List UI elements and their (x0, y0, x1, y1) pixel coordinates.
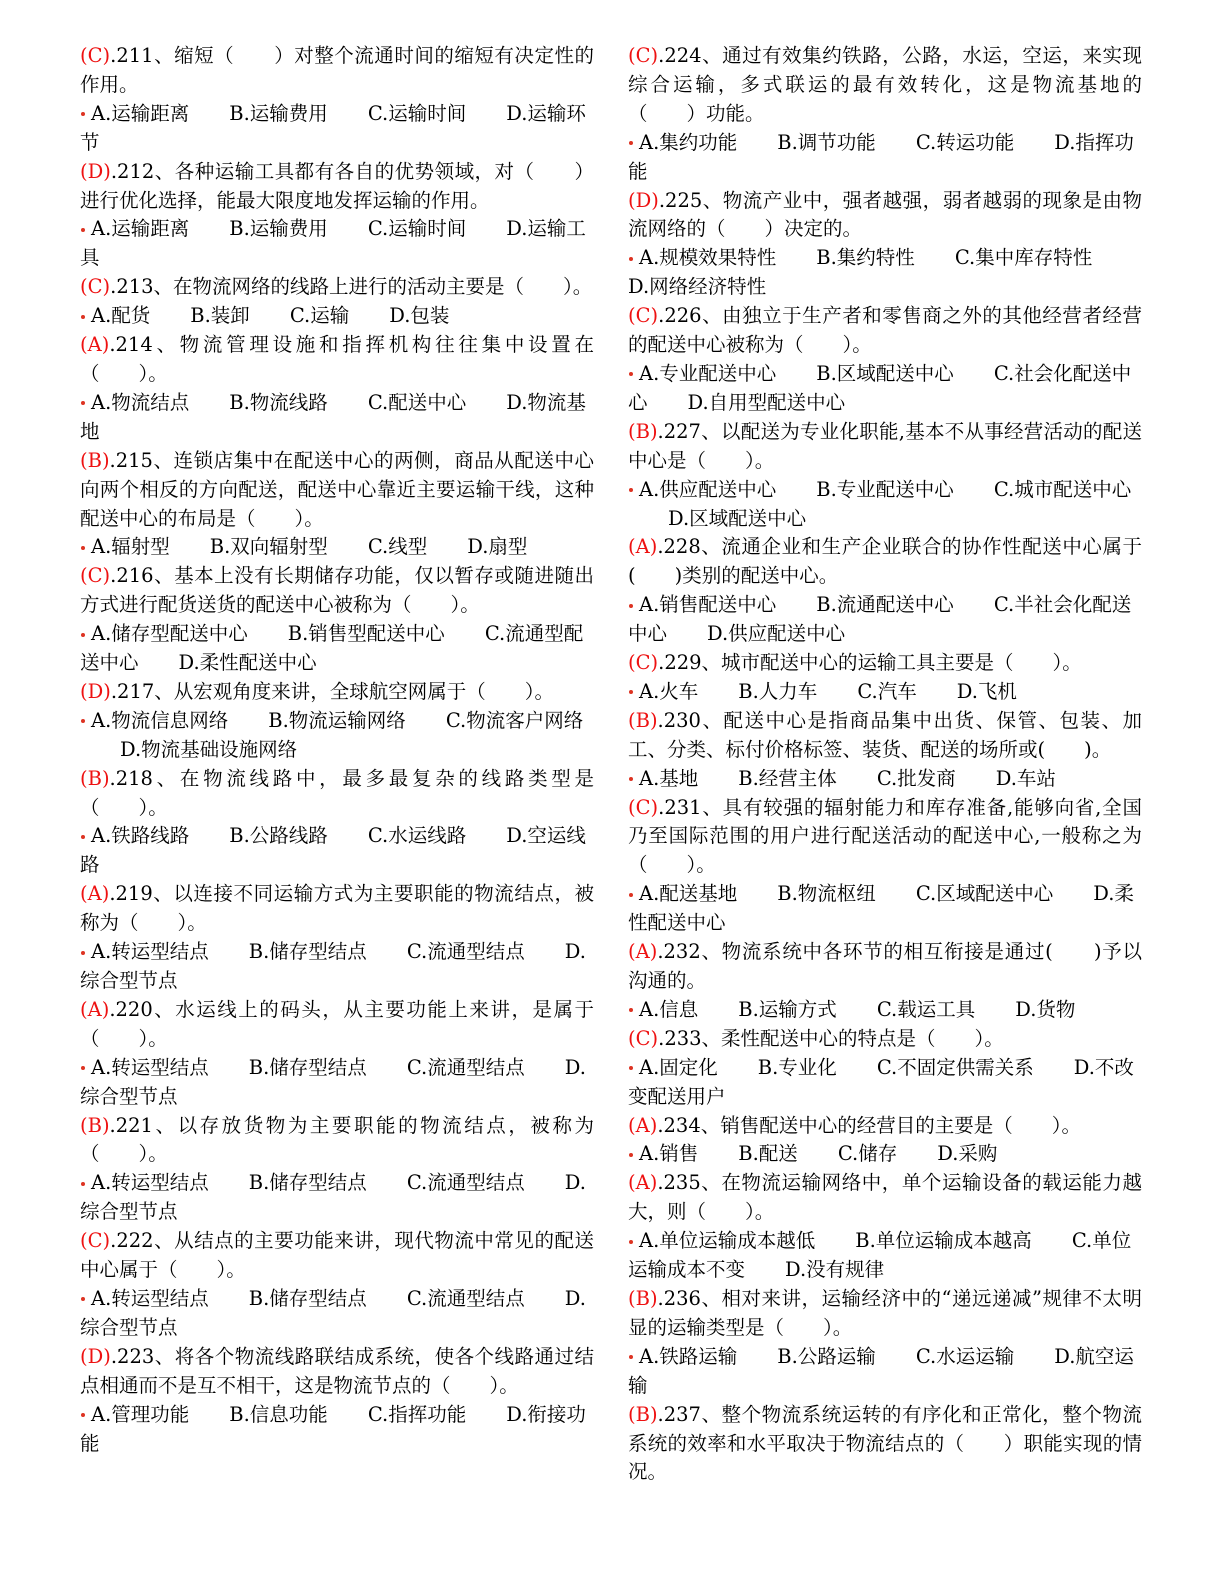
options-line (80, 1401, 594, 1459)
question-stem (80, 1343, 594, 1401)
options-line (80, 938, 594, 996)
option-choice: B.双向辐射型 (209, 535, 328, 559)
options-line (628, 765, 1142, 794)
question-item (628, 649, 1142, 707)
options-line (628, 244, 1142, 302)
options-line (80, 100, 594, 158)
answer-key: (B) (628, 419, 658, 443)
question-item (628, 533, 1142, 649)
bullet-dot-icon (81, 315, 85, 319)
question-text: .235、在物流运输网络中，单个运输设备的载运能力越大，则（ ）。 (628, 1171, 1142, 1224)
option-choice: B.物流运输网络 (268, 708, 406, 732)
option-choice: D.扇型 (467, 535, 528, 559)
question-item (80, 273, 594, 331)
options-line (80, 620, 594, 678)
question-stem (80, 42, 594, 100)
question-text: .232、物流系统中各环节的相互衔接是通过( )予以沟通的。 (628, 940, 1142, 992)
option-choice: B.流通配送中心 (816, 593, 954, 617)
option-choice: D.采购 (937, 1142, 998, 1166)
question-item (80, 562, 594, 678)
answer-key: (A) (628, 1171, 658, 1195)
answer-key: (B) (80, 1113, 110, 1137)
question-text: .233、柔性配送中心的特点是（ ）。 (658, 1026, 1004, 1050)
bullet-dot-icon (81, 1297, 85, 1301)
option-choice: A.销售配送中心 (639, 593, 777, 617)
option-choice: C.半社会化配送中心 (628, 593, 1132, 646)
option-choice: B.信息功能 (229, 1402, 328, 1426)
options-line (628, 1054, 1142, 1112)
question-stem (628, 938, 1142, 996)
right-column (628, 42, 1142, 1487)
option-choice: C.集中库存特性 (954, 246, 1093, 270)
question-text: .237、整个物流系统运转的有序化和正常化，整个物流系统的效率和水平取决于物流结点的（ ）职能实现的情况。 (628, 1402, 1142, 1484)
option-choice: A.转运型结点 (91, 1171, 209, 1195)
option-choice: D.货物 (1015, 997, 1076, 1021)
option-choice: D.综合型节点 (80, 1286, 586, 1339)
options-line (80, 389, 594, 447)
option-choice: A.集约功能 (639, 130, 738, 154)
question-item (80, 765, 594, 881)
option-choice: D.柔性配送中心 (628, 882, 1134, 935)
bullet-dot-icon (81, 228, 85, 232)
question-item (628, 1169, 1142, 1285)
option-choice: D.区域配送中心 (668, 506, 807, 530)
options-line (628, 678, 1142, 707)
option-choice: C.运输 (289, 304, 350, 328)
options-line (80, 1054, 594, 1112)
options-line (80, 1285, 594, 1343)
option-choice: A.物流结点 (91, 390, 190, 414)
option-choice: A.铁路线路 (91, 824, 190, 848)
option-choice: B.专业化 (757, 1055, 837, 1079)
bullet-dot-icon (629, 1153, 633, 1157)
question-text: .227、以配送为专业化职能,基本不从事经营活动的配送中心是（ ）。 (628, 419, 1142, 472)
bullet-dot-icon (629, 1066, 633, 1070)
option-choice: A.供应配送中心 (639, 477, 777, 501)
option-choice: C.社会化配送中心 (628, 361, 1132, 414)
option-choice: B.运输费用 (229, 217, 328, 241)
option-choice: A.转运型结点 (91, 1286, 209, 1310)
answer-key: (A) (80, 997, 110, 1021)
option-choice: D.自用型配送中心 (687, 390, 846, 414)
option-choice: C.流通型配送中心 (80, 622, 584, 675)
question-stem (628, 1401, 1142, 1488)
option-choice: D.指挥功能 (628, 130, 1134, 183)
question-stem (80, 1112, 594, 1170)
option-choice: B.物流线路 (229, 390, 328, 414)
bullet-dot-icon (629, 257, 633, 261)
option-choice: C.储存 (837, 1142, 898, 1166)
question-text: .212、各种运输工具都有各自的优势领域，对（ ）进行优化选择，能最大限度地发挥运输的作用。 (80, 159, 594, 212)
answer-key: (C) (628, 1026, 659, 1050)
question-text: .219、以连接不同运输方式为主要职能的物流结点，被称为（ ）。 (80, 882, 594, 935)
question-text: .211、缩短（ ）对整个流通时间的缩短有决定性的作用。 (80, 44, 594, 96)
bullet-dot-icon (81, 719, 85, 723)
question-text: .217、从宏观角度来讲，全球航空网属于（ ）。 (110, 679, 555, 703)
question-text: .214、物流管理设施和指挥机构往往集中设置在（ ）。 (80, 333, 594, 385)
question-item (628, 794, 1142, 939)
bullet-dot-icon (629, 690, 633, 694)
option-choice: D.供应配送中心 (707, 622, 846, 646)
options-line (80, 302, 594, 331)
option-choice: B.单位运输成本越高 (855, 1229, 1032, 1253)
option-choice: B.运输费用 (229, 101, 328, 125)
options-line (80, 533, 594, 562)
bullet-dot-icon (629, 1008, 633, 1012)
question-text: .228、流通企业和生产企业联合的协作性配送中心属于( )类别的配送中心。 (628, 535, 1142, 588)
bullet-dot-icon (81, 1182, 85, 1186)
question-item (80, 880, 594, 996)
bullet-dot-icon (629, 372, 633, 376)
answer-key: (D) (80, 159, 111, 183)
question-text: .222、从结点的主要功能来讲，现代物流中常见的配送中心属于（ ）。 (80, 1229, 594, 1282)
option-choice: A.火车 (639, 679, 699, 703)
answer-key: (D) (80, 679, 111, 703)
answer-key: (C) (628, 795, 659, 819)
answer-key: (C) (80, 1229, 111, 1253)
option-choice: D.综合型节点 (80, 1055, 586, 1108)
answer-key: (B) (80, 766, 110, 790)
answer-key: (C) (628, 304, 659, 328)
option-choice: B.集约特性 (816, 246, 915, 270)
answer-key: (B) (628, 1286, 658, 1310)
answer-key: (D) (80, 1344, 111, 1368)
option-choice: A.专业配送中心 (639, 361, 777, 385)
question-item (628, 302, 1142, 418)
options-line (628, 476, 1142, 534)
question-item (80, 1112, 594, 1228)
option-choice: D.航空运输 (628, 1344, 1134, 1397)
question-stem (80, 765, 594, 823)
option-choice: A.固定化 (639, 1055, 718, 1079)
question-stem (80, 331, 594, 389)
answer-key: (C) (80, 44, 111, 67)
options-line (628, 591, 1142, 649)
option-choice: C.载运工具 (876, 997, 976, 1021)
question-stem (80, 158, 594, 216)
question-stem (80, 1227, 594, 1285)
option-choice: A.运输距离 (91, 101, 190, 125)
bullet-dot-icon (81, 1066, 85, 1070)
option-choice: A.基地 (639, 766, 699, 790)
question-text: .230、配送中心是指商品集中出货、保管、包装、加工、分类、标付价格标签、装货、配送的场所或( )。 (628, 708, 1142, 761)
option-choice: D.飞机 (956, 679, 1017, 703)
option-choice: C.流通型结点 (406, 940, 525, 964)
answer-key: (B) (80, 448, 110, 472)
question-text: .225、物流产业中，强者越强，弱者越弱的现象是由物流网络的（ ）决定的。 (628, 188, 1142, 241)
option-choice: B.配送 (738, 1142, 798, 1166)
bullet-dot-icon (81, 546, 85, 550)
option-choice: A.物流信息网络 (91, 708, 229, 732)
option-choice: A.配送基地 (639, 882, 738, 906)
options-line (628, 1227, 1142, 1285)
question-item (628, 418, 1142, 534)
bullet-dot-icon (81, 951, 85, 955)
bullet-dot-icon (629, 488, 633, 492)
question-text: .236、相对来讲，运输经济中的“递远递减”规律不太明显的运输类型是（ ）。 (628, 1286, 1142, 1339)
question-item (628, 187, 1142, 303)
options-line (628, 1140, 1142, 1169)
option-choice: C.水运线路 (367, 824, 467, 848)
option-choice: A.单位运输成本越低 (639, 1229, 816, 1253)
question-item (80, 678, 594, 765)
bullet-dot-icon (629, 893, 633, 897)
options-line (628, 129, 1142, 187)
option-choice: C.单位运输成本不变 (628, 1229, 1132, 1282)
answer-key: (C) (80, 564, 111, 588)
option-choice: C.城市配送中心 (993, 477, 1132, 501)
options-line (80, 1169, 594, 1227)
answer-key: (C) (628, 44, 659, 67)
options-line (628, 880, 1142, 938)
option-choice: C.不固定供需关系 (876, 1055, 1034, 1079)
option-choice: A.配货 (91, 304, 151, 328)
question-text: .218、在物流线路中，最多最复杂的线路类型是（ ）。 (80, 766, 594, 819)
bullet-dot-icon (81, 112, 85, 116)
question-item (628, 1285, 1142, 1401)
option-choice: A.销售 (639, 1142, 699, 1166)
question-stem (80, 273, 594, 302)
question-stem (628, 187, 1142, 245)
option-choice: C.物流客户网络 (445, 708, 584, 732)
question-stem (80, 880, 594, 938)
option-choice: A.辐射型 (91, 535, 170, 559)
question-item (628, 1401, 1142, 1488)
answer-key: (A) (628, 535, 658, 559)
option-choice: C.线型 (367, 535, 428, 559)
question-stem (628, 649, 1142, 678)
answer-key: (D) (628, 188, 659, 212)
option-choice: D.车站 (995, 766, 1056, 790)
option-choice: D.柔性配送中心 (178, 651, 317, 675)
answer-key: (B) (628, 1402, 658, 1426)
option-choice: A.管理功能 (91, 1402, 190, 1426)
option-choice: C.流通型结点 (406, 1286, 525, 1310)
option-choice: C.汽车 (857, 679, 917, 703)
option-choice: D.不改变配送用户 (628, 1055, 1134, 1108)
option-choice: A.铁路运输 (639, 1344, 738, 1368)
option-choice: C.流通型结点 (406, 1055, 525, 1079)
option-choice: D.运输环节 (80, 101, 586, 154)
option-choice: A.转运型结点 (91, 940, 209, 964)
option-choice: D.物流基础设施网络 (120, 737, 298, 761)
question-item (80, 42, 594, 158)
question-item (628, 42, 1142, 187)
question-stem (628, 1025, 1142, 1054)
option-choice: C.批发商 (876, 766, 956, 790)
answer-key: (C) (80, 275, 111, 299)
bullet-dot-icon (629, 777, 633, 781)
option-choice: A.运输距离 (91, 217, 190, 241)
question-item (80, 158, 594, 274)
option-choice: B.装卸 (190, 304, 250, 328)
option-choice: A.储存型配送中心 (91, 622, 248, 646)
option-choice: C.转运功能 (915, 130, 1015, 154)
bullet-dot-icon (629, 1240, 633, 1244)
option-choice: C.运输时间 (367, 101, 467, 125)
question-stem (628, 794, 1142, 881)
question-item (80, 1227, 594, 1343)
bullet-dot-icon (629, 1355, 633, 1359)
question-stem (628, 1285, 1142, 1343)
question-text: .224、通过有效集约铁路，公路，水运，空运，来实现综合运输，多式联运的最有效转化，这是物流基地的（ ）功能。 (628, 44, 1142, 125)
option-choice: D.包装 (389, 304, 450, 328)
option-choice: D.综合型节点 (80, 940, 586, 992)
option-choice: B.储存型结点 (248, 940, 367, 964)
question-text: .213、在物流网络的线路上进行的活动主要是（ ）。 (110, 275, 593, 299)
option-choice: C.配送中心 (367, 390, 467, 414)
question-stem (628, 302, 1142, 360)
options-line (80, 822, 594, 880)
question-item (80, 447, 594, 563)
question-stem (80, 678, 594, 707)
option-choice: D.没有规律 (785, 1258, 885, 1282)
question-item (80, 331, 594, 447)
question-text: .231、具有较强的辐射能力和库存准备,能够向省,全国乃至国际范围的用户进行配送活动的配送中心,一般称之为（ ）。 (628, 795, 1142, 877)
question-text: .226、由独立于生产者和零售商之外的其他经营者经营的配送中心被称为（ ）。 (628, 304, 1142, 357)
answer-key: (A) (80, 333, 110, 357)
question-stem (80, 447, 594, 534)
option-choice: D.网络经济特性 (628, 275, 767, 299)
option-choice: C.区域配送中心 (915, 882, 1054, 906)
option-choice: B.区域配送中心 (816, 361, 954, 385)
question-stem (80, 996, 594, 1054)
question-stem (628, 42, 1142, 129)
option-choice: D.综合型节点 (80, 1171, 586, 1224)
question-text: .221、以存放货物为主要职能的物流结点，被称为（ ）。 (80, 1113, 594, 1166)
option-choice: B.销售型配送中心 (287, 622, 445, 646)
option-choice: B.人力车 (738, 679, 818, 703)
option-choice: B.储存型结点 (248, 1055, 367, 1079)
bullet-dot-icon (81, 1413, 85, 1417)
option-choice: D.运输工具 (80, 217, 586, 270)
option-choice: D.衔接功能 (80, 1402, 586, 1455)
question-item (628, 1112, 1142, 1170)
options-line (80, 215, 594, 273)
option-choice: B.经营主体 (738, 766, 837, 790)
option-choice: C.水运运输 (915, 1344, 1015, 1368)
question-text: .234、销售配送中心的经营目的主要是（ ）。 (657, 1113, 1081, 1137)
question-text: .220、水运线上的码头，从主要功能上来讲，是属于（ ）。 (80, 997, 594, 1050)
question-item (628, 1025, 1142, 1112)
answer-key: (C) (628, 651, 659, 675)
options-line (628, 1343, 1142, 1401)
option-choice: D.物流基地 (80, 390, 586, 443)
question-stem (628, 1169, 1142, 1227)
option-choice: C.流通型结点 (406, 1171, 525, 1195)
question-stem (80, 562, 594, 620)
question-item (80, 996, 594, 1112)
question-stem (628, 1112, 1142, 1141)
option-choice: B.调节功能 (777, 130, 876, 154)
question-text: .215、连锁店集中在配送中心的两侧，商品从配送中心向两个相反的方向配送，配送中心靠近主要运输干线，这种配送中心的布局是（ ）。 (80, 448, 594, 530)
option-choice: B.物流枢纽 (777, 882, 876, 906)
option-choice: B.储存型结点 (248, 1286, 367, 1310)
answer-key: (B) (628, 708, 658, 732)
bullet-dot-icon (81, 633, 85, 637)
option-choice: C.运输时间 (367, 217, 467, 241)
answer-key: (A) (628, 940, 658, 964)
options-line (628, 360, 1142, 418)
option-choice: A.转运型结点 (91, 1055, 209, 1079)
answer-key: (A) (80, 882, 110, 906)
options-line (628, 996, 1142, 1025)
question-stem (628, 418, 1142, 476)
answer-key: (A) (628, 1113, 658, 1137)
left-column (80, 42, 594, 1458)
option-choice: C.指挥功能 (367, 1402, 467, 1426)
bullet-dot-icon (81, 835, 85, 839)
bullet-dot-icon (629, 604, 633, 608)
question-text: .223、将各个物流线路联结成系统，使各个线路通过结点相通而不是互不相干，这是物流节点的（ ）。 (80, 1344, 594, 1397)
option-choice: B.专业配送中心 (816, 477, 954, 501)
option-choice: A.规模效果特性 (639, 246, 777, 270)
option-choice: B.储存型结点 (248, 1171, 367, 1195)
question-item (80, 1343, 594, 1459)
option-choice: B.公路线路 (229, 824, 328, 848)
option-choice: D.空运线路 (80, 824, 586, 877)
question-item (628, 707, 1142, 794)
option-choice: A.信息 (639, 997, 699, 1021)
question-text: .216、基本上没有长期储存功能，仅以暂存或随进随出方式进行配货送货的配送中心被称为（ ）。 (80, 564, 594, 617)
question-stem (628, 533, 1142, 591)
option-choice: B.公路运输 (777, 1344, 876, 1368)
bullet-dot-icon (629, 141, 633, 145)
question-stem (628, 707, 1142, 765)
option-choice: B.运输方式 (738, 997, 837, 1021)
options-line (80, 707, 594, 765)
bullet-dot-icon (81, 401, 85, 405)
question-text: .229、城市配送中心的运输工具主要是（ ）。 (658, 651, 1082, 675)
question-item (628, 938, 1142, 1025)
